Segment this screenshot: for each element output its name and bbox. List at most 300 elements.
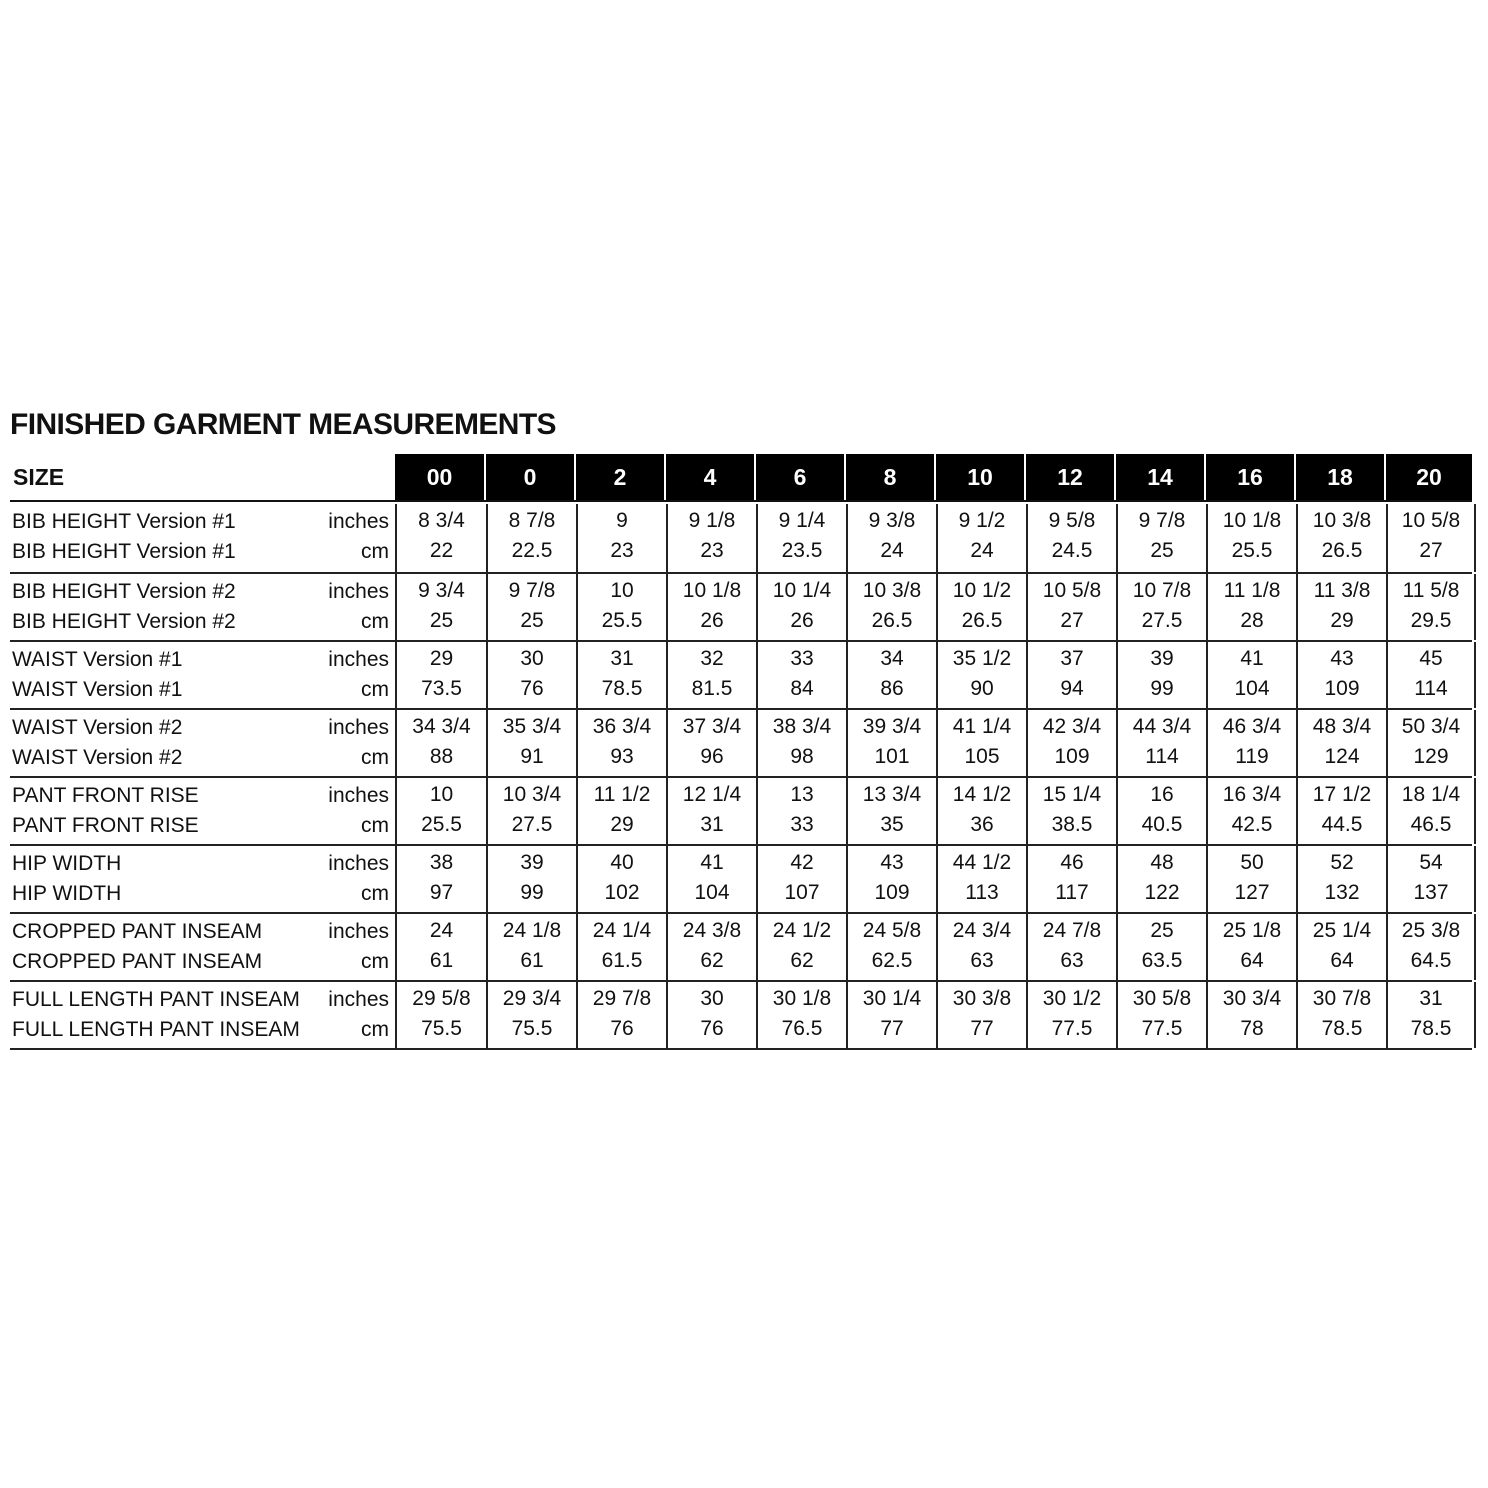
value-cm: 24 bbox=[970, 539, 994, 562]
value-cell bbox=[666, 914, 756, 980]
row-labels bbox=[10, 504, 395, 572]
value-cm: 122 bbox=[1144, 881, 1180, 904]
value-cm: 77 bbox=[970, 1017, 994, 1040]
value-inches: 41 bbox=[1240, 647, 1264, 670]
value-cm: 127 bbox=[1234, 881, 1270, 904]
value-cell bbox=[1026, 574, 1116, 640]
unit-label-cm: cm bbox=[361, 540, 389, 563]
value-cell bbox=[756, 710, 846, 776]
value-inches: 10 1/8 bbox=[1222, 509, 1282, 532]
value-cell bbox=[1116, 778, 1206, 844]
value-cell bbox=[936, 778, 1026, 844]
value-cm: 24 bbox=[880, 539, 904, 562]
value-cm: 84 bbox=[790, 677, 814, 700]
value-inches: 10 3/8 bbox=[862, 579, 922, 602]
value-inches: 16 3/4 bbox=[1222, 783, 1282, 806]
value-cm: 62 bbox=[700, 949, 724, 972]
unit-label-inches: inches bbox=[328, 580, 389, 603]
value-cell bbox=[1026, 846, 1116, 912]
size-header-cell: 16 bbox=[1204, 454, 1294, 500]
value-cm: 29.5 bbox=[1410, 609, 1452, 632]
value-cm: 129 bbox=[1413, 745, 1449, 768]
value-cell bbox=[576, 982, 666, 1048]
value-inches: 10 1/4 bbox=[772, 579, 832, 602]
row-label-cm: FULL LENGTH PANT INSEAM bbox=[12, 1018, 300, 1041]
value-cm: 25.5 bbox=[421, 813, 462, 836]
value-cm: 23 bbox=[700, 539, 724, 562]
value-cm: 78 bbox=[1240, 1017, 1264, 1040]
value-cell bbox=[846, 504, 936, 572]
measurement-row bbox=[10, 572, 1472, 640]
value-inches: 40 bbox=[610, 851, 634, 874]
value-cm: 25 bbox=[520, 609, 544, 632]
value-cm: 31 bbox=[700, 813, 724, 836]
value-inches: 24 3/4 bbox=[952, 919, 1012, 942]
size-header-cell: 0 bbox=[484, 454, 574, 500]
value-cell bbox=[486, 504, 576, 572]
value-inches: 41 1/4 bbox=[952, 715, 1012, 738]
value-cm: 78.5 bbox=[1321, 1017, 1363, 1040]
value-cell bbox=[1116, 982, 1206, 1048]
value-cell bbox=[576, 914, 666, 980]
value-cell bbox=[397, 504, 486, 572]
value-cell bbox=[756, 846, 846, 912]
value-inches: 25 1/8 bbox=[1222, 919, 1282, 942]
value-inches: 31 bbox=[1419, 987, 1443, 1010]
value-inches: 30 5/8 bbox=[1132, 987, 1192, 1010]
value-cm: 132 bbox=[1324, 881, 1360, 904]
row-values bbox=[395, 710, 1476, 776]
value-inches: 8 3/4 bbox=[418, 509, 465, 532]
row-label-inches: CROPPED PANT INSEAM bbox=[12, 920, 263, 943]
value-inches: 13 bbox=[790, 783, 814, 806]
value-inches: 30 bbox=[700, 987, 724, 1010]
value-inches: 11 3/8 bbox=[1313, 579, 1371, 602]
value-inches: 39 3/4 bbox=[862, 715, 922, 738]
measurement-rows bbox=[10, 504, 1472, 1050]
value-inches: 46 3/4 bbox=[1222, 715, 1282, 738]
value-cm: 61.5 bbox=[601, 949, 643, 972]
value-cm: 44.5 bbox=[1321, 813, 1363, 836]
row-label-inches: FULL LENGTH PANT INSEAM bbox=[12, 988, 300, 1011]
value-inches: 9 1/4 bbox=[778, 509, 826, 532]
value-inches: 9 5/8 bbox=[1048, 509, 1096, 532]
row-labels bbox=[10, 982, 395, 1048]
value-cm: 63 bbox=[1060, 949, 1084, 972]
value-cell bbox=[1386, 778, 1474, 844]
value-cm: 27.5 bbox=[511, 813, 553, 836]
value-cm: 40.5 bbox=[1141, 813, 1183, 836]
value-cm: 109 bbox=[1324, 677, 1360, 700]
size-header-cell: 6 bbox=[754, 454, 844, 500]
value-inches: 41 bbox=[700, 851, 724, 874]
value-inches: 52 bbox=[1330, 851, 1354, 874]
value-cell bbox=[756, 982, 846, 1048]
size-header-cell: 2 bbox=[574, 454, 664, 500]
value-inches: 9 1/8 bbox=[688, 509, 736, 532]
value-cm: 73.5 bbox=[421, 677, 462, 700]
value-inches: 45 bbox=[1419, 647, 1443, 670]
value-inches: 37 3/4 bbox=[682, 715, 742, 738]
value-inches: 43 bbox=[1330, 647, 1354, 670]
value-cm: 61 bbox=[520, 949, 544, 972]
value-inches: 30 1/8 bbox=[772, 987, 832, 1010]
value-cm: 90 bbox=[970, 677, 994, 700]
value-cm: 64.5 bbox=[1410, 949, 1452, 972]
value-inches: 36 3/4 bbox=[592, 715, 652, 738]
row-label-cm: CROPPED PANT INSEAM bbox=[12, 950, 263, 973]
size-header-cell: 20 bbox=[1384, 454, 1472, 500]
value-inches: 44 3/4 bbox=[1132, 715, 1192, 738]
row-values bbox=[395, 504, 1476, 572]
value-cell bbox=[666, 982, 756, 1048]
value-cm: 35 bbox=[880, 813, 904, 836]
value-cm: 25.5 bbox=[601, 609, 643, 632]
row-label-cm: HIP WIDTH bbox=[12, 882, 122, 905]
value-cell bbox=[1026, 504, 1116, 572]
value-cm: 29 bbox=[1330, 609, 1354, 632]
value-cell bbox=[936, 982, 1026, 1048]
unit-label-inches: inches bbox=[328, 852, 389, 875]
unit-label-cm: cm bbox=[361, 678, 389, 701]
value-inches: 10 3/8 bbox=[1312, 509, 1372, 532]
value-inches: 24 1/2 bbox=[772, 919, 832, 942]
size-header-cell: 10 bbox=[934, 454, 1024, 500]
size-chart-table bbox=[10, 454, 1472, 1050]
value-cell bbox=[397, 846, 486, 912]
value-cell bbox=[486, 846, 576, 912]
value-inches: 10 bbox=[429, 783, 454, 806]
unit-label-inches: inches bbox=[328, 648, 389, 671]
value-cell bbox=[1026, 914, 1116, 980]
value-cm: 102 bbox=[604, 881, 640, 904]
value-cm: 99 bbox=[1150, 677, 1174, 700]
value-cm: 76 bbox=[700, 1017, 724, 1040]
value-cell bbox=[666, 642, 756, 708]
row-values bbox=[395, 642, 1476, 708]
value-cell bbox=[397, 914, 486, 980]
row-label-inches: PANT FRONT RISE bbox=[12, 784, 199, 807]
value-cell bbox=[1386, 574, 1474, 640]
value-cm: 22 bbox=[429, 539, 454, 562]
value-cell bbox=[486, 710, 576, 776]
value-inches: 24 bbox=[429, 919, 454, 942]
value-cm: 77 bbox=[880, 1017, 904, 1040]
value-cell bbox=[1296, 778, 1386, 844]
value-cell bbox=[1116, 642, 1206, 708]
row-label-inches: BIB HEIGHT Version #1 bbox=[12, 510, 236, 533]
value-cm: 94 bbox=[1060, 677, 1084, 700]
value-cm: 77.5 bbox=[1051, 1017, 1093, 1040]
value-cell bbox=[397, 710, 486, 776]
measurement-row bbox=[10, 504, 1472, 572]
value-cell bbox=[486, 982, 576, 1048]
value-inches: 10 3/4 bbox=[502, 783, 562, 806]
value-inches: 10 1/8 bbox=[682, 579, 742, 602]
row-labels bbox=[10, 914, 395, 980]
row-labels bbox=[10, 846, 395, 912]
value-cell bbox=[756, 504, 846, 572]
value-cm: 81.5 bbox=[691, 677, 733, 700]
value-cell bbox=[1116, 574, 1206, 640]
value-cell bbox=[1386, 642, 1474, 708]
unit-label-inches: inches bbox=[328, 716, 389, 739]
value-cell bbox=[1026, 982, 1116, 1048]
value-cm: 76 bbox=[610, 1017, 634, 1040]
unit-label-cm: cm bbox=[361, 882, 389, 905]
value-cm: 62.5 bbox=[871, 949, 913, 972]
value-cm: 25 bbox=[429, 609, 454, 632]
value-cell bbox=[1206, 710, 1296, 776]
value-cm: 26.5 bbox=[1321, 539, 1363, 562]
value-cell bbox=[756, 642, 846, 708]
value-cm: 78.5 bbox=[601, 677, 643, 700]
value-cm: 117 bbox=[1055, 881, 1089, 904]
value-cell bbox=[1296, 982, 1386, 1048]
value-cell bbox=[397, 574, 486, 640]
value-cm: 99 bbox=[520, 881, 544, 904]
row-labels bbox=[10, 710, 395, 776]
value-cell bbox=[1206, 504, 1296, 572]
value-cm: 78.5 bbox=[1410, 1017, 1452, 1040]
value-cell bbox=[397, 982, 486, 1048]
value-inches: 10 5/8 bbox=[1042, 579, 1102, 602]
value-inches: 8 7/8 bbox=[508, 509, 556, 532]
unit-label-inches: inches bbox=[328, 920, 389, 943]
value-inches: 42 3/4 bbox=[1042, 715, 1102, 738]
value-cm: 88 bbox=[429, 745, 454, 768]
value-cell bbox=[1116, 914, 1206, 980]
value-cm: 98 bbox=[790, 745, 814, 768]
value-cm: 77.5 bbox=[1141, 1017, 1183, 1040]
value-cell bbox=[576, 778, 666, 844]
value-inches: 50 3/4 bbox=[1401, 715, 1461, 738]
value-cell bbox=[666, 778, 756, 844]
value-cm: 64 bbox=[1330, 949, 1354, 972]
value-inches: 13 3/4 bbox=[862, 783, 922, 806]
value-inches: 14 1/2 bbox=[952, 783, 1012, 806]
value-inches: 10 5/8 bbox=[1401, 509, 1461, 532]
value-cm: 28 bbox=[1240, 609, 1264, 632]
value-cm: 104 bbox=[1234, 677, 1270, 700]
value-inches: 31 bbox=[610, 647, 634, 670]
value-inches: 9 bbox=[616, 509, 628, 532]
measurement-row bbox=[10, 776, 1472, 844]
value-inches: 11 5/8 bbox=[1402, 579, 1460, 602]
value-cm: 23.5 bbox=[781, 539, 823, 562]
value-cell bbox=[1026, 710, 1116, 776]
value-cell bbox=[1116, 710, 1206, 776]
value-cm: 27.5 bbox=[1141, 609, 1183, 632]
row-label-cm: BIB HEIGHT Version #2 bbox=[12, 610, 236, 633]
value-cm: 96 bbox=[700, 745, 724, 768]
value-inches: 33 bbox=[790, 647, 814, 670]
value-cell bbox=[486, 574, 576, 640]
value-cell bbox=[1386, 504, 1474, 572]
value-cm: 137 bbox=[1413, 881, 1449, 904]
value-cell bbox=[666, 504, 756, 572]
value-inches: 43 bbox=[880, 851, 904, 874]
value-cell bbox=[756, 778, 846, 844]
value-cm: 109 bbox=[874, 881, 910, 904]
value-inches: 29 bbox=[429, 647, 454, 670]
row-label-cm: WAIST Version #1 bbox=[12, 678, 183, 701]
value-inches: 24 7/8 bbox=[1042, 919, 1102, 942]
value-inches: 48 bbox=[1150, 851, 1174, 874]
value-cm: 86 bbox=[880, 677, 904, 700]
measurement-row bbox=[10, 844, 1472, 912]
value-cell bbox=[936, 574, 1026, 640]
value-inches: 11 1/2 bbox=[593, 783, 651, 806]
value-cm: 64 bbox=[1240, 949, 1264, 972]
page-title: FINISHED GARMENT MEASUREMENTS bbox=[10, 408, 556, 441]
size-header-band bbox=[395, 454, 1472, 500]
row-label-inches: WAIST Version #1 bbox=[12, 648, 183, 671]
row-labels bbox=[10, 778, 395, 844]
size-header-row bbox=[10, 454, 1472, 502]
value-cell bbox=[1386, 846, 1474, 912]
value-cell bbox=[936, 710, 1026, 776]
value-cell bbox=[486, 642, 576, 708]
size-header-cell: 18 bbox=[1294, 454, 1384, 500]
value-cell bbox=[397, 778, 486, 844]
value-inches: 25 1/4 bbox=[1312, 919, 1372, 942]
value-inches: 35 1/2 bbox=[952, 647, 1012, 670]
measurement-row bbox=[10, 912, 1472, 980]
value-cm: 107 bbox=[784, 881, 820, 904]
value-inches: 30 7/8 bbox=[1312, 987, 1372, 1010]
value-inches: 38 3/4 bbox=[772, 715, 832, 738]
value-inches: 46 bbox=[1060, 851, 1084, 874]
value-cm: 27 bbox=[1060, 609, 1084, 632]
value-cm: 29 bbox=[610, 813, 634, 836]
value-cm: 27 bbox=[1419, 539, 1443, 562]
value-inches: 9 3/8 bbox=[868, 509, 916, 532]
value-cm: 24.5 bbox=[1051, 539, 1093, 562]
value-cell bbox=[1296, 914, 1386, 980]
value-cell bbox=[1206, 846, 1296, 912]
value-inches: 39 bbox=[520, 851, 544, 874]
value-inches: 10 7/8 bbox=[1132, 579, 1192, 602]
measurement-row bbox=[10, 640, 1472, 708]
value-cell bbox=[1206, 914, 1296, 980]
value-cm: 38.5 bbox=[1051, 813, 1093, 836]
row-label-cm: BIB HEIGHT Version #1 bbox=[12, 540, 236, 563]
value-cm: 63 bbox=[970, 949, 994, 972]
value-inches: 48 3/4 bbox=[1312, 715, 1372, 738]
row-values bbox=[395, 574, 1476, 640]
value-cell bbox=[1206, 574, 1296, 640]
size-header-cell: 00 bbox=[426, 463, 453, 490]
value-inches: 16 bbox=[1150, 783, 1174, 806]
value-inches: 18 1/4 bbox=[1401, 783, 1461, 806]
value-inches: 9 1/2 bbox=[958, 509, 1006, 532]
row-label-inches: WAIST Version #2 bbox=[12, 716, 183, 739]
value-inches: 50 bbox=[1240, 851, 1264, 874]
value-inches: 25 bbox=[1150, 919, 1174, 942]
value-inches: 15 1/4 bbox=[1042, 783, 1102, 806]
value-cell bbox=[846, 846, 936, 912]
value-cm: 22.5 bbox=[511, 539, 553, 562]
value-cm: 113 bbox=[965, 881, 999, 904]
size-label: SIZE bbox=[13, 464, 65, 490]
value-cm: 63.5 bbox=[1141, 949, 1183, 972]
value-inches: 17 1/2 bbox=[1312, 783, 1372, 806]
row-values bbox=[395, 914, 1476, 980]
unit-label-inches: inches bbox=[328, 510, 389, 533]
value-cell bbox=[846, 914, 936, 980]
value-cm: 91 bbox=[520, 745, 544, 768]
unit-label-cm: cm bbox=[361, 950, 389, 973]
value-cell bbox=[936, 914, 1026, 980]
value-cell bbox=[486, 914, 576, 980]
value-inches: 10 1/2 bbox=[952, 579, 1012, 602]
unit-label-cm: cm bbox=[361, 1018, 389, 1041]
value-cell bbox=[1206, 982, 1296, 1048]
value-cell bbox=[1296, 846, 1386, 912]
value-cell bbox=[666, 710, 756, 776]
value-cm: 61 bbox=[429, 949, 454, 972]
value-cell bbox=[1026, 642, 1116, 708]
value-cm: 124 bbox=[1324, 745, 1360, 768]
unit-label-cm: cm bbox=[361, 746, 389, 769]
value-inches: 11 1/8 bbox=[1223, 579, 1281, 602]
value-inches: 34 bbox=[880, 647, 904, 670]
value-cm: 101 bbox=[874, 745, 910, 768]
value-inches: 24 1/4 bbox=[592, 919, 652, 942]
value-cm: 114 bbox=[1145, 745, 1179, 768]
value-cell bbox=[1116, 846, 1206, 912]
value-cm: 23 bbox=[610, 539, 634, 562]
row-labels bbox=[10, 642, 395, 708]
value-cell bbox=[1296, 504, 1386, 572]
unit-label-cm: cm bbox=[361, 814, 389, 837]
value-cell bbox=[756, 914, 846, 980]
value-cell bbox=[1296, 710, 1386, 776]
value-cell bbox=[576, 846, 666, 912]
value-inches: 10 bbox=[610, 579, 634, 602]
value-cell bbox=[666, 846, 756, 912]
value-cm: 36 bbox=[970, 813, 994, 836]
value-cell bbox=[666, 574, 756, 640]
value-cell bbox=[397, 642, 486, 708]
value-inches: 12 1/4 bbox=[682, 783, 742, 806]
value-inches: 54 bbox=[1419, 851, 1443, 874]
value-cm: 104 bbox=[694, 881, 730, 904]
value-inches: 30 3/4 bbox=[1222, 987, 1282, 1010]
value-inches: 9 7/8 bbox=[508, 579, 556, 602]
value-cell bbox=[1116, 504, 1206, 572]
value-cell bbox=[936, 642, 1026, 708]
value-cell bbox=[576, 504, 666, 572]
value-cm: 33 bbox=[790, 813, 814, 836]
row-label-cm: WAIST Version #2 bbox=[12, 746, 183, 769]
value-cell bbox=[1296, 642, 1386, 708]
row-label-inches: BIB HEIGHT Version #2 bbox=[12, 580, 236, 603]
value-cell bbox=[576, 642, 666, 708]
value-inches: 39 bbox=[1150, 647, 1174, 670]
value-cm: 26 bbox=[700, 609, 724, 632]
value-inches: 30 bbox=[520, 647, 544, 670]
value-inches: 44 1/2 bbox=[952, 851, 1012, 874]
value-cm: 109 bbox=[1054, 745, 1090, 768]
value-inches: 9 3/4 bbox=[418, 579, 465, 602]
value-inches: 35 3/4 bbox=[502, 715, 562, 738]
unit-label-inches: inches bbox=[328, 784, 389, 807]
value-cm: 25 bbox=[1150, 539, 1174, 562]
value-cm: 114 bbox=[1414, 677, 1448, 700]
value-inches: 30 3/8 bbox=[952, 987, 1012, 1010]
